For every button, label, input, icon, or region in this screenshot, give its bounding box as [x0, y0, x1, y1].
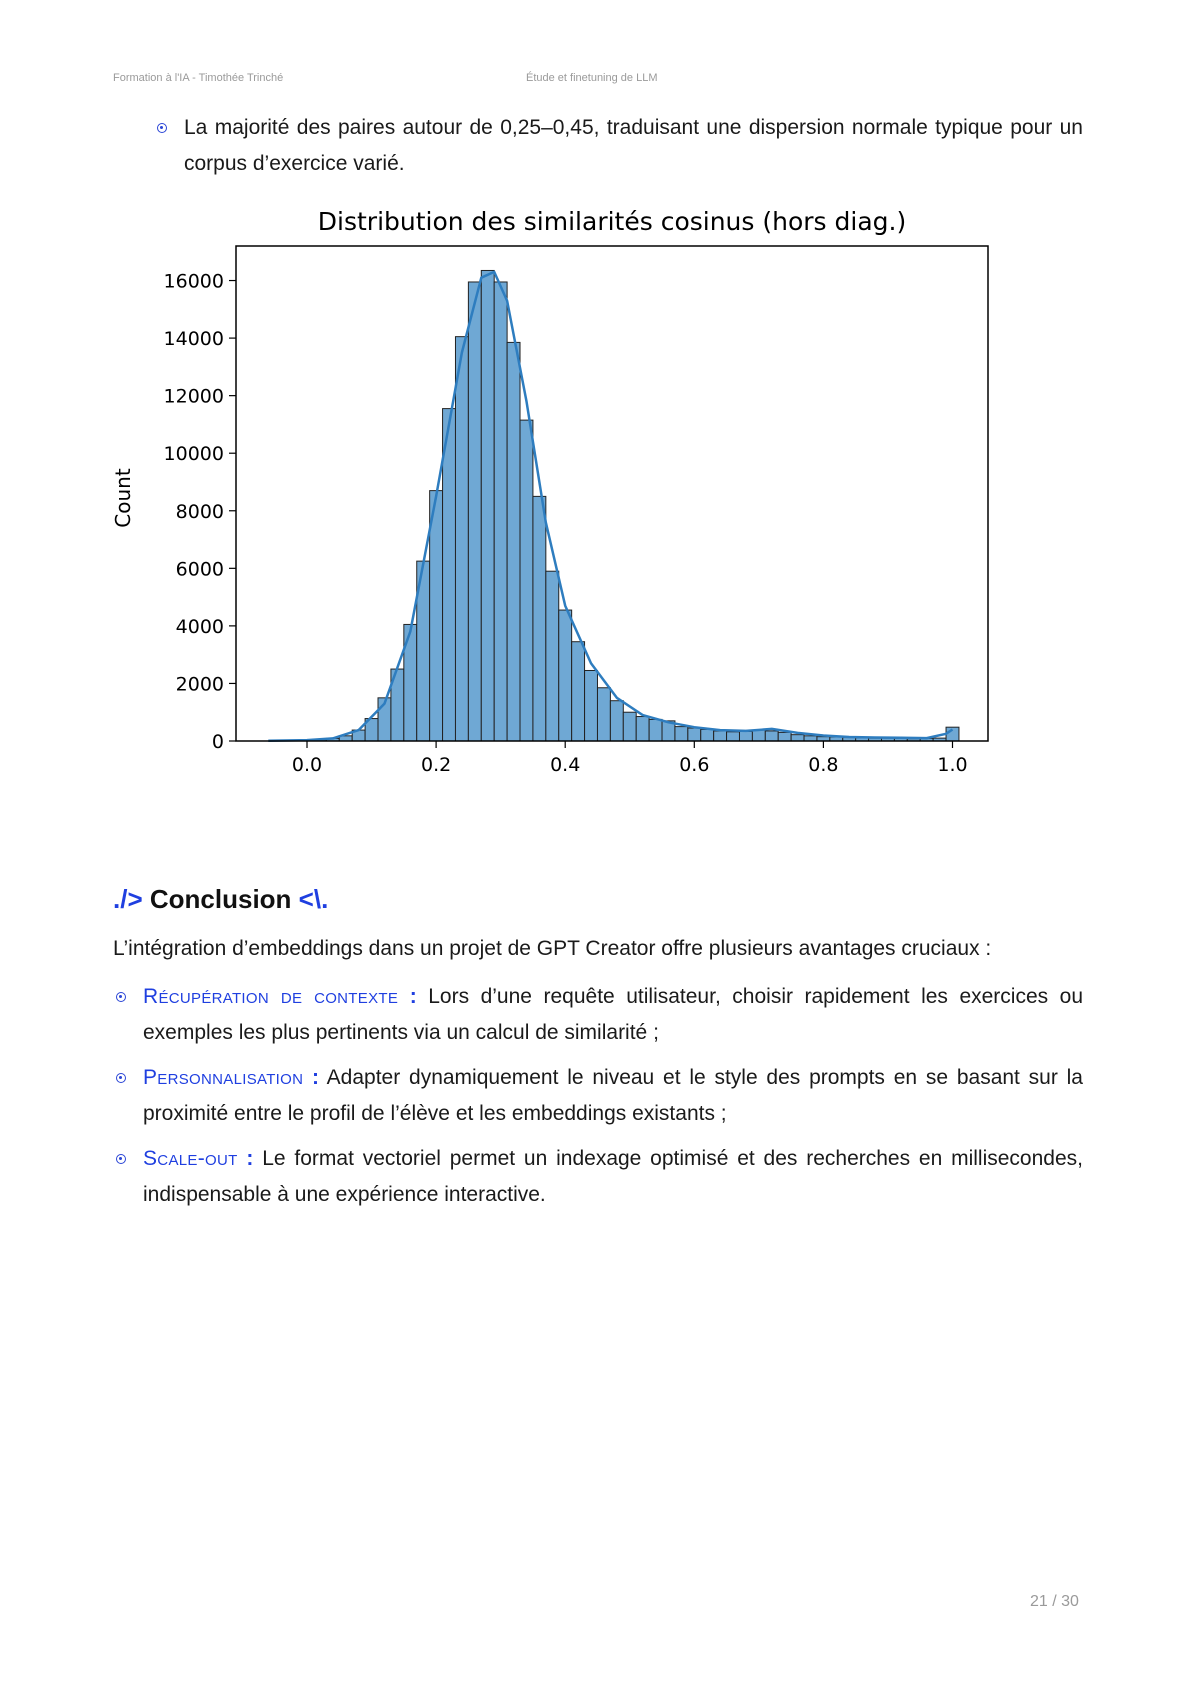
- header-title: Étude et finetuning de LLM: [526, 72, 658, 84]
- advantage-description: Adapter dynamiquement le niveau et le style des prompts en se basant sur la proximité entre le profil de l’élève et les embeddings existants ;: [143, 1066, 1083, 1125]
- y-tick-label: 2000: [175, 673, 224, 696]
- y-tick-label: 4000: [175, 615, 224, 638]
- histogram-bar: [455, 337, 468, 741]
- advantage-text: [143, 1141, 1083, 1213]
- histogram-bar: [623, 712, 636, 741]
- heading-close-tag: <\.: [298, 884, 329, 914]
- histogram-bar: [701, 729, 714, 741]
- histogram-bar: [714, 731, 727, 741]
- advantage-description: Lors d’une requête utilisateur, choisir rapidement les exercices ou exemples les plus pertinents via un calcul de similarité ;: [143, 985, 1084, 1044]
- histogram-bars: [275, 270, 959, 741]
- histogram-bar: [610, 701, 623, 741]
- histogram-bar: [752, 730, 765, 741]
- histogram-bar: [739, 732, 752, 741]
- histogram-bar: [443, 409, 456, 741]
- histogram-bar: [804, 736, 817, 741]
- intro-bullet: [157, 110, 1083, 182]
- y-tick-label: 10000: [163, 443, 224, 466]
- x-tick-label: 1.0: [937, 754, 968, 776]
- histogram-bar: [675, 727, 688, 741]
- advantage-item-context: [116, 979, 1083, 1051]
- advantage-item-personalisation: [116, 1060, 1083, 1132]
- bullet-icon: [157, 123, 167, 133]
- histogram-bar: [727, 732, 740, 741]
- advantage-text: [143, 979, 1083, 1051]
- histogram-bar: [688, 728, 701, 741]
- advantage-item-scale-out: [116, 1141, 1083, 1213]
- histogram-bar: [507, 342, 520, 741]
- advantage-term: Scale-out: [143, 1147, 238, 1170]
- x-tick-label: 0.4: [550, 754, 581, 776]
- histogram-bar: [533, 496, 546, 741]
- histogram-bar: [778, 732, 791, 741]
- x-tick-label: 0.0: [291, 754, 323, 776]
- histogram-bar: [546, 571, 559, 741]
- histogram-bar: [430, 491, 443, 741]
- histogram-bar: [585, 670, 598, 741]
- header-author: Formation à l'IA - Timothée Trinché: [113, 72, 284, 84]
- histogram-bar: [481, 270, 494, 741]
- y-tick-label: 14000: [163, 328, 224, 351]
- histogram-bar: [572, 642, 585, 741]
- similarity-histogram: [108, 198, 1008, 798]
- conclusion-heading: [113, 884, 328, 915]
- x-tick-label: 0.6: [679, 754, 710, 776]
- advantage-description: Le format vectoriel permet un indexage optimisé et des recherches en millisecondes, indispensable à une expérience interactive.: [143, 1147, 1083, 1206]
- chart-title: Distribution des similarités cosinus (hors diag.): [317, 207, 907, 236]
- intro-bullet-text: La majorité des paires autour de 0,25–0,45, traduisant une dispersion normale typique pour un corpus d’exercice varié.: [184, 116, 1083, 175]
- y-axis-label: Count: [111, 468, 135, 528]
- histogram-bar: [649, 719, 662, 741]
- histogram-bar: [597, 688, 610, 741]
- kde-curve: [268, 272, 952, 741]
- term-colon: :: [312, 1066, 320, 1089]
- y-tick-label: 12000: [163, 385, 224, 408]
- x-tick-label: 0.8: [808, 754, 839, 776]
- x-tick-label: 0.2: [420, 754, 452, 776]
- x-axis-ticks: [292, 741, 968, 776]
- histogram-bar: [494, 282, 507, 741]
- term-colon: :: [246, 1147, 254, 1170]
- y-tick-label: 0: [211, 731, 224, 753]
- kde-layer: [268, 272, 952, 741]
- y-tick-label: 8000: [175, 500, 224, 523]
- histogram-bar: [520, 420, 533, 741]
- y-tick-label: 6000: [175, 558, 224, 581]
- y-axis-ticks: [164, 271, 236, 753]
- page-number: 21 / 30: [1030, 1593, 1079, 1610]
- advantage-text: [143, 1060, 1083, 1132]
- bullet-icon: [116, 992, 126, 1002]
- conclusion-intro: L’intégration d’embeddings dans un projet de GPT Creator offre plusieurs avantages cruciaux :: [113, 937, 992, 960]
- heading-open-tag: ./>: [113, 884, 143, 914]
- histogram-bar: [791, 735, 804, 741]
- advantage-term: Récupération de contexte: [143, 985, 399, 1008]
- histogram-bar: [636, 717, 649, 741]
- bullet-icon: [116, 1073, 126, 1083]
- plot-frame: [236, 246, 988, 741]
- term-colon: :: [409, 985, 417, 1008]
- bullet-icon: [116, 1154, 126, 1164]
- advantage-term: Personnalisation: [143, 1066, 304, 1089]
- histogram-bar: [559, 610, 572, 741]
- y-tick-label: 16000: [163, 270, 224, 293]
- histogram-bar: [765, 731, 778, 741]
- heading-word: Conclusion: [149, 884, 292, 914]
- histogram-bar: [946, 727, 959, 741]
- histogram-bar: [468, 282, 481, 741]
